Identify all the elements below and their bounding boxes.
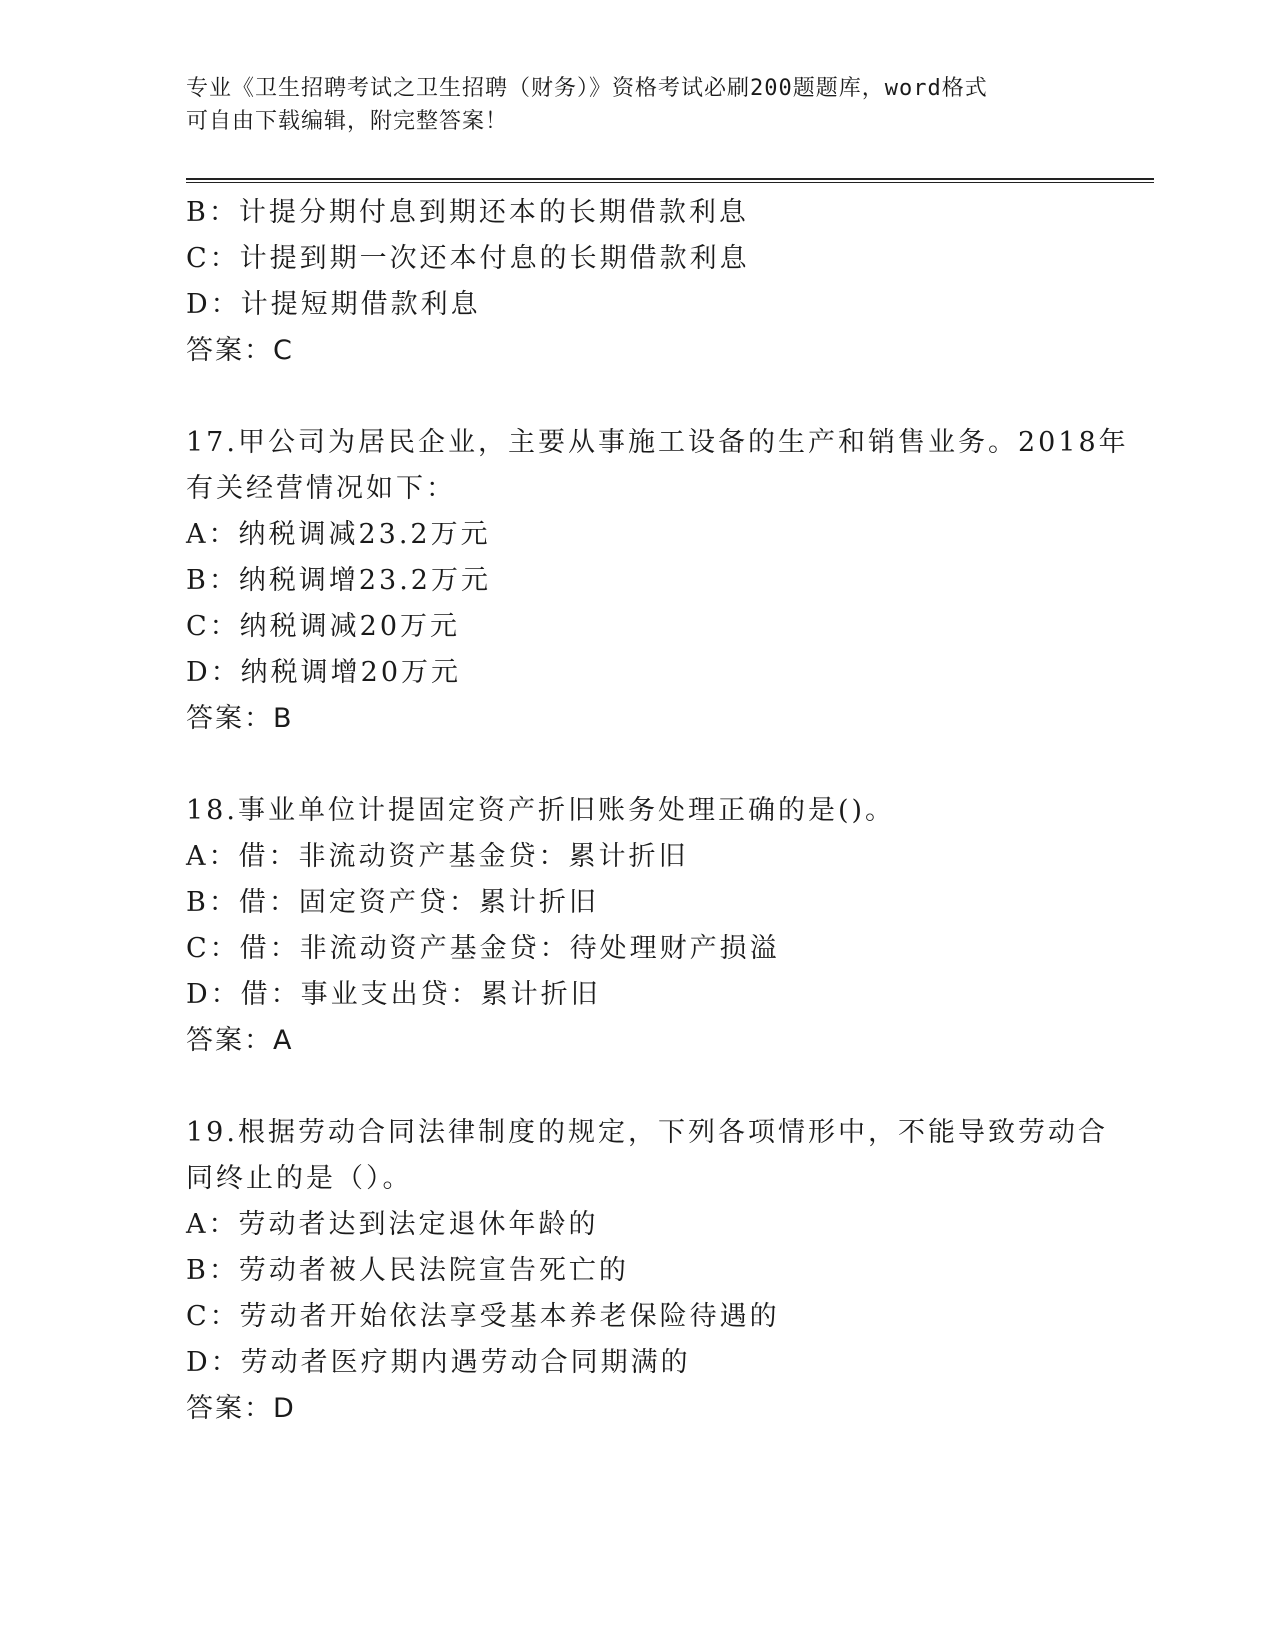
option-d: D：计提短期借款利息 [186, 289, 481, 320]
question-list [186, 190, 1129, 1432]
option-c: C：劳动者开始依法享受基本养老保险待遇的 [186, 1301, 780, 1332]
answer-line: 答案：C [186, 335, 294, 366]
header-line-2: 可自由下载编辑，附完整答案！ [186, 109, 509, 134]
option-d: D：纳税调增20万元 [186, 657, 462, 688]
answer-line: 答案：D [186, 1393, 296, 1424]
header-line-1: 专业《卫生招聘考试之卫生招聘（财务）》资格考试必刷200题题库，word格式 [186, 76, 988, 101]
option-b: B：劳动者被人民法院宣告死亡的 [186, 1255, 629, 1286]
answer-line: 答案：B [186, 703, 294, 734]
option-d: D：劳动者医疗期内遇劳动合同期满的 [186, 1347, 691, 1378]
question-19 [186, 1110, 1108, 1432]
question-text: 17.甲公司为居民企业，主要从事施工设备的生产和销售业务。2018年 [186, 427, 1129, 458]
option-b: B：借：固定资产贷：累计折旧 [186, 887, 599, 918]
document-header [186, 72, 1066, 138]
option-b: B：计提分期付息到期还本的长期借款利息 [186, 197, 749, 228]
question-text: 19.根据劳动合同法律制度的规定，下列各项情形中，不能导致劳动合 [186, 1117, 1108, 1148]
option-b: B：纳税调增23.2万元 [186, 565, 491, 596]
option-c: C：计提到期一次还本付息的长期借款利息 [186, 243, 750, 274]
option-d: D：借：事业支出贷：累计折旧 [186, 979, 601, 1010]
option-c: C：借：非流动资产基金贷：待处理财产损溢 [186, 933, 780, 964]
question-18 [186, 788, 1086, 1064]
header-divider-thick [186, 178, 1154, 180]
option-c: C：纳税调减20万元 [186, 611, 461, 642]
question-text: 同终止的是（）。 [186, 1163, 413, 1194]
question-text: 有关经营情况如下： [186, 473, 456, 504]
question-17 [186, 420, 1129, 742]
option-a: A：劳动者达到法定退休年龄的 [186, 1209, 599, 1240]
partial-question [186, 190, 1086, 374]
option-a: A：借：非流动资产基金贷：累计折旧 [186, 841, 689, 872]
question-text: 18.事业单位计提固定资产折旧账务处理正确的是()。 [186, 795, 896, 826]
header-divider-thin [186, 182, 1154, 183]
answer-line: 答案：A [186, 1025, 294, 1056]
option-a: A：纳税调减23.2万元 [186, 519, 491, 550]
